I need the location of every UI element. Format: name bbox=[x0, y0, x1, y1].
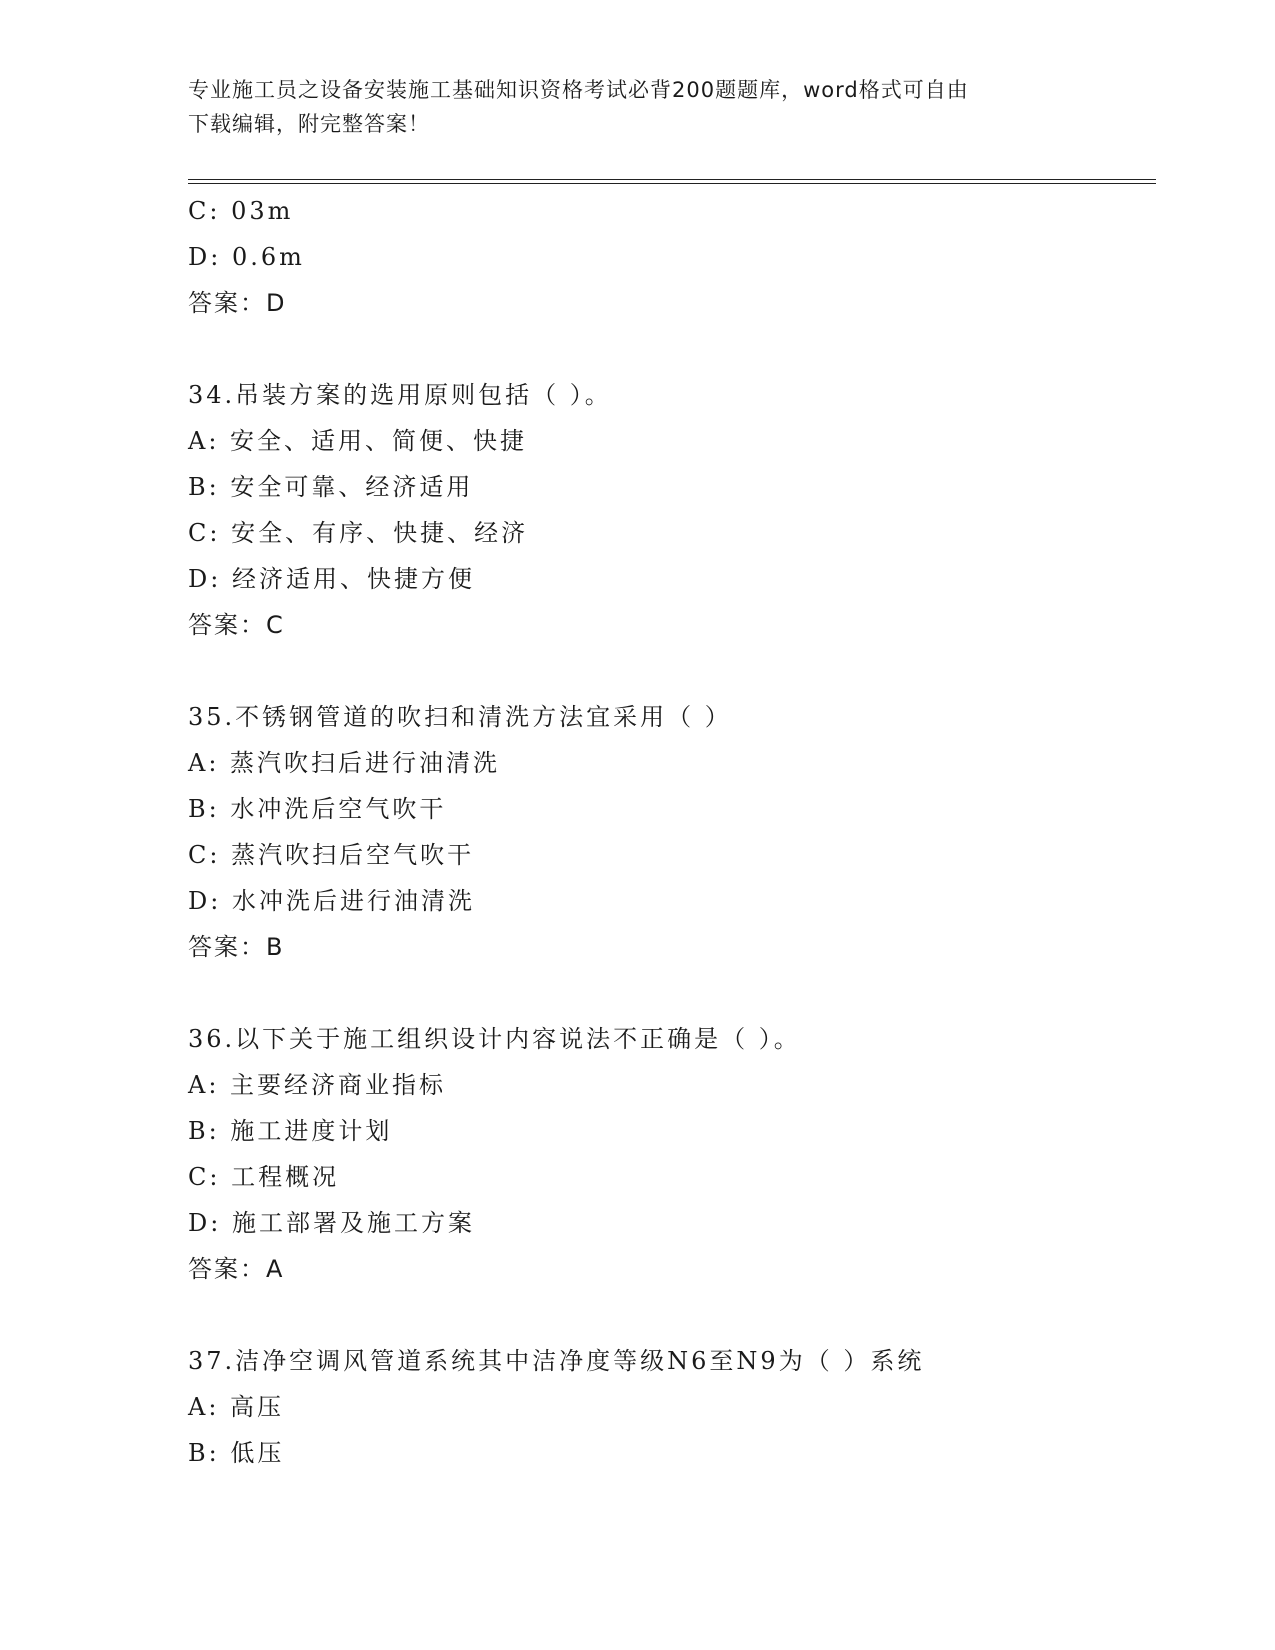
question-title: 35.不锈钢管道的吹扫和清洗方法宜采用（ ） bbox=[188, 703, 732, 731]
question-33-continuation bbox=[188, 188, 1156, 326]
option-c: C: 安全、有序、快捷、经济 bbox=[188, 519, 529, 547]
question-title: 36.以下关于施工组织设计内容说法不正确是（ ）。 bbox=[188, 1025, 801, 1053]
question-content bbox=[188, 188, 1156, 1476]
answer-line: 答案：D bbox=[188, 289, 287, 317]
option-d: D: 经济适用、快捷方便 bbox=[188, 565, 475, 593]
option-b: B: 施工进度计划 bbox=[188, 1117, 393, 1145]
option-a: A: 高压 bbox=[188, 1393, 285, 1421]
question-title: 34.吊装方案的选用原则包括（ ）。 bbox=[188, 381, 612, 409]
answer-line: 答案：A bbox=[188, 1255, 285, 1283]
question-37 bbox=[188, 1338, 1156, 1476]
spacer bbox=[188, 326, 1156, 372]
option-d: D: 施工部署及施工方案 bbox=[188, 1209, 475, 1237]
spacer bbox=[188, 1292, 1156, 1338]
question-title: 37.洁净空调风管道系统其中洁净度等级N6至N9为（ ）系统 bbox=[188, 1347, 925, 1375]
option-a: A: 蒸汽吹扫后进行油清洗 bbox=[188, 749, 501, 777]
header-rule-top bbox=[188, 179, 1156, 180]
option-d: D: 0.6m bbox=[188, 243, 305, 271]
spacer bbox=[188, 970, 1156, 1016]
answer-line: 答案：B bbox=[188, 933, 285, 961]
option-c: C: 蒸汽吹扫后空气吹干 bbox=[188, 841, 475, 869]
header-line-2: 下载编辑，附完整答案！ bbox=[188, 112, 430, 136]
option-a: A: 主要经济商业指标 bbox=[188, 1071, 447, 1099]
option-b: B: 低压 bbox=[188, 1439, 285, 1467]
header-line-1: 专业施工员之设备安装施工基础知识资格考试必背200题题库，word格式可自由 bbox=[188, 78, 969, 102]
question-34 bbox=[188, 372, 1156, 648]
option-b: B: 水冲洗后空气吹干 bbox=[188, 795, 447, 823]
option-a: A: 安全、适用、简便、快捷 bbox=[188, 427, 528, 455]
spacer bbox=[188, 648, 1156, 694]
question-35 bbox=[188, 694, 1156, 970]
option-c: C: 03m bbox=[188, 197, 294, 225]
header-rule-bottom bbox=[188, 183, 1156, 184]
document-header bbox=[188, 73, 1088, 141]
option-b: B: 安全可靠、经济适用 bbox=[188, 473, 474, 501]
question-36 bbox=[188, 1016, 1156, 1292]
answer-line: 答案：C bbox=[188, 611, 285, 639]
option-d: D: 水冲洗后进行油清洗 bbox=[188, 887, 475, 915]
option-c: C: 工程概况 bbox=[188, 1163, 340, 1191]
